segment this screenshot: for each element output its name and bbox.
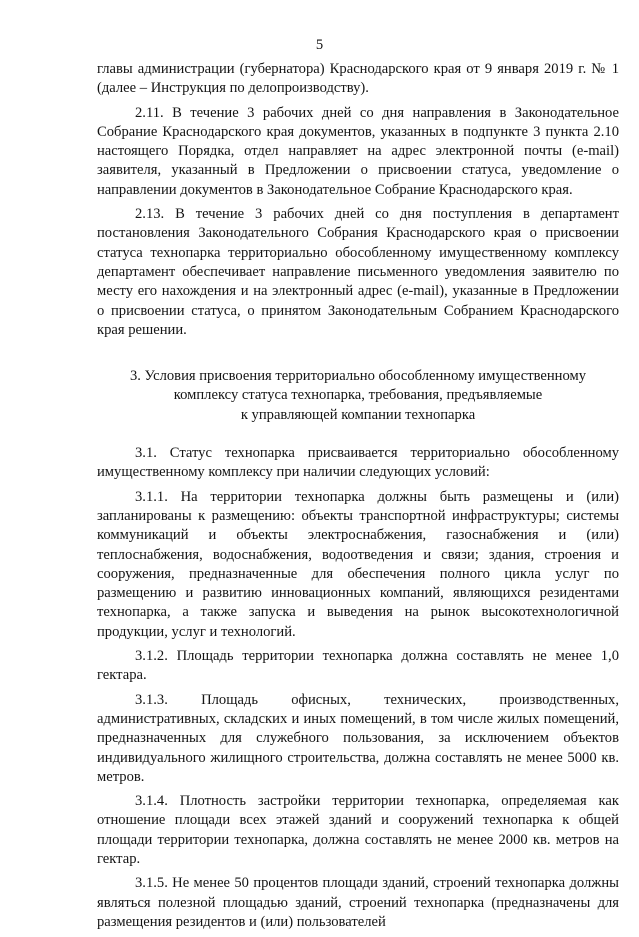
paragraph-3-1-4: 3.1.4. Плотность застройки территории технопарка, определяемая как отношение площади всех этажей зданий и сооружений технопарка к общей площади территории технопарка, должна составлять не менее 2000 кв. метров на гектар.	[97, 793, 619, 867]
document-body	[97, 60, 619, 937]
section-heading-line-1: 3. Условия присвоения территориально обособленному имущественному	[129, 368, 587, 385]
page-number: 5	[315, 37, 324, 53]
paragraph-3-1-3: 3.1.3. Площадь офисных, технических, производственных, административных, складских и иных помещений, в том числе жилых помещений, предназначенных для служебного пользования, за исключением объектов индивидуального жилищного строительства, должна составлять не менее 5000 кв. метров.	[97, 691, 619, 785]
paragraph-3-1: 3.1. Статус технопарка присваивается территориально обособленному имущественному комплексу при наличии следующих условий:	[97, 445, 619, 481]
paragraph-2-11: 2.11. В течение 3 рабочих дней со дня направления в Законодательное Собрание Краснодарского края документов, указанных в подпункте 3 пункта 2.10 настоящего Порядка, отдел направляет на адрес электронной почты (e-mail) заявителя, указанный в Предложении о присвоении статуса, уведомление о направлении документов в Законодательное Собрание Краснодарского края.	[97, 104, 619, 198]
paragraph-2-13: 2.13. В течение 3 рабочих дней со дня поступления в департамент постановления Законодательного Собрания Краснодарского края о присвоении статуса технопарка территориально обособленному имущественному комплексу департамент обеспечивает направление письменного уведомления заявителю по месту его нахождения и на электронный адрес (e-mail), указанные в Предложении о присвоении статуса, о принятом Законодательным Собранием Краснодарского края решении.	[97, 206, 619, 338]
section-heading-line-3: к управляющей компании технопарка	[240, 406, 476, 423]
section-heading-line-2: комплексу статуса технопарка, требования, предъявляемые	[173, 387, 543, 404]
paragraph-3-1-5: 3.1.5. Не менее 50 процентов площади зданий, строений технопарка должны являться полезной площадью зданий, строений технопарка (предназначены для размещения резидентов и (или) пользователей	[97, 875, 619, 930]
paragraph-3-1-1: 3.1.1. На территории технопарка должны быть размещены и (или) запланированы к размещению: объекты транспортной инфраструктуры; системы коммуникаций и объекты электроснабжения, газоснабжения и (или) теплоснабжения, водоснабжения, водоотведения и связи; здания, строения и сооружения, предназначенные для обеспечения полного цикла услуг по размещению и развитию инновационных компаний, являющихся резидентами технопарка, а также запуска и выведения на рынок высокотехнологичной продукции, услуг и технологий.	[97, 488, 619, 640]
section-heading	[97, 367, 619, 425]
paragraph-3-1-2: 3.1.2. Площадь территории технопарка должна составлять не менее 1,0 гектара.	[97, 648, 619, 684]
paragraph-continuation: главы администрации (губернатора) Краснодарского края от 9 января 2019 г. № 1 (далее – Инструкция по делопроизводству).	[97, 61, 619, 97]
